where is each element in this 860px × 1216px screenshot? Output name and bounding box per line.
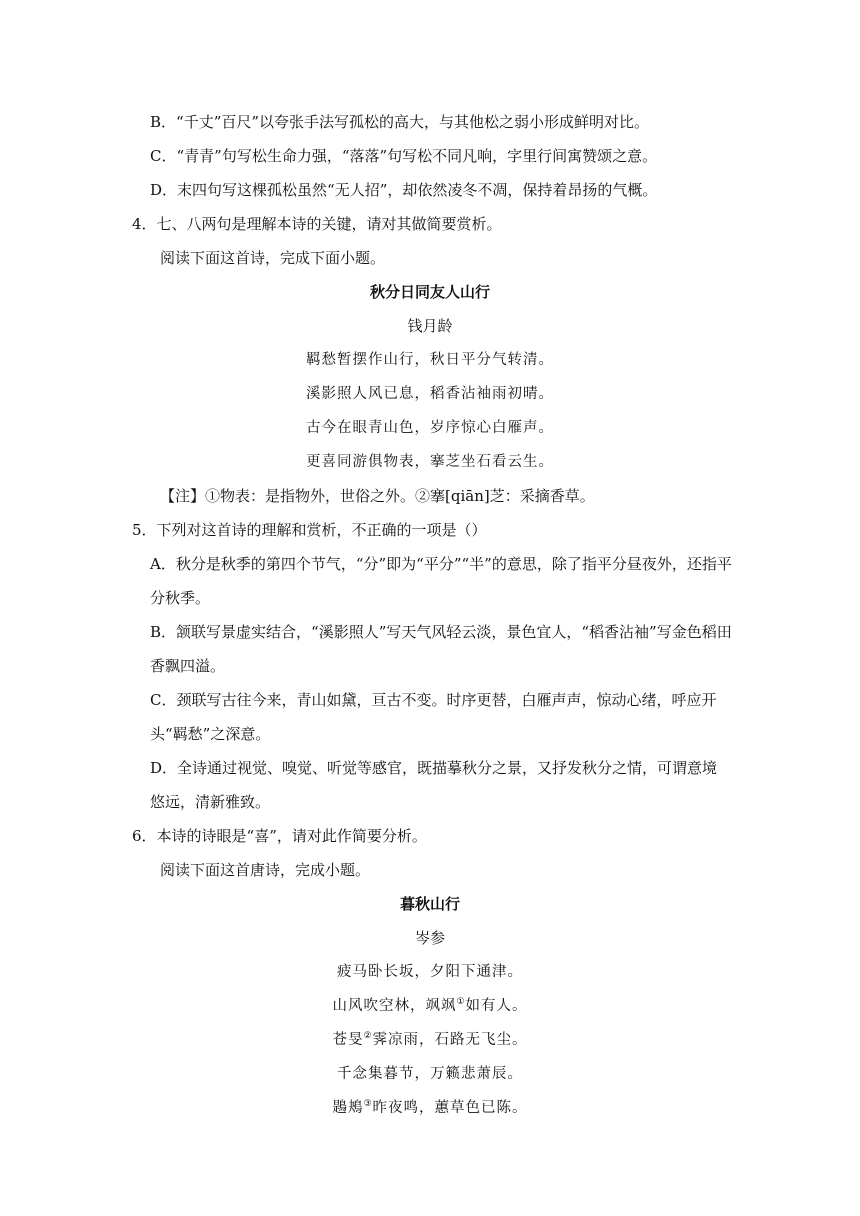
poem-line: 千念集暮节，万籁悲萧辰。	[337, 1066, 523, 1082]
poem-author: 钱月龄	[407, 317, 453, 335]
option-a-cont: 分秋季。	[150, 589, 211, 607]
poem-line: 古今在眼青山色，岁序惊心白雁声。	[306, 420, 554, 436]
reading-instruction: 阅读下面这首诗，完成下面小题。	[160, 249, 386, 267]
option-b-cont: 香飘四溢。	[150, 657, 226, 675]
poem-note: 【注】①物表：是指物外，世俗之外。②搴[qiān]芝：采摘香草。	[160, 487, 595, 505]
option-c: C．颈联写古往今来，青山如黛，亘古不变。时序更替，白雁声声，惊动心绪，呼应开	[150, 691, 717, 709]
poem-title: 暮秋山行	[399, 895, 460, 913]
poem-line: 疲马卧长坂，夕阳下通津。	[337, 964, 523, 980]
poem-line: 更喜同游俱物表，搴芝坐石看云生。	[306, 454, 554, 470]
reading-instruction: 阅读下面这首唐诗，完成小题。	[160, 861, 371, 879]
poem-author: 岑参	[414, 929, 445, 947]
option-d: D．全诗通过视觉、嗅觉、听觉等感官，既描摹秋分之景，又抒发秋分之情，可谓意境	[150, 759, 718, 777]
option-b: B．“千丈”百尺”以夸张手法写孤松的高大，与其他松之弱小形成鲜明对比。	[150, 113, 650, 131]
footnote-marker: ①	[456, 997, 466, 1008]
option-b: B．颔联写景虚实结合，“溪影照人”写天气风轻云淡，景色宜人，“稻香沾袖”写金色稻田	[150, 623, 732, 641]
option-d-cont: 悠远，清新雅致。	[150, 793, 271, 811]
poem-line: 羁愁暂摆作山行，秋日平分气转清。	[306, 352, 554, 368]
poem-line: 溪影照人风已息，稻香沾袖雨初晴。	[306, 386, 554, 402]
option-a: A．秋分是秋季的第四个节气，“分”即为“平分”“半”的意思，除了指平分昼夜外，还指平	[150, 555, 732, 573]
option-c-cont: 头“羁愁”之深意。	[150, 725, 271, 743]
option-c: C．“青青”句写松生命力强，“落落”句写松不同凡响，字里行间寓赞颂之意。	[150, 147, 658, 165]
poem-title: 秋分日同友人山行	[369, 283, 490, 301]
poem-line: 山风吹空林，飒飒①如有人。	[332, 997, 528, 1014]
question-4: 4．七、八两句是理解本诗的关键，请对其做简要赏析。	[132, 215, 502, 233]
footnote-marker: ②	[363, 1031, 373, 1042]
option-d: D．末四句写这棵孤松虽然“无人招”，却依然凌冬不凋，保持着昂扬的气概。	[150, 181, 658, 199]
question-5: 5．下列对这首诗的理解和赏析，不正确的一项是（）	[132, 521, 487, 539]
poem-line: 鶗鴂③昨夜鸣，蕙草色已陈。	[332, 1099, 528, 1116]
footnote-marker: ③	[363, 1099, 373, 1110]
poem-line: 苍旻②霁凉雨，石路无飞尘。	[332, 1031, 528, 1048]
question-6: 6．本诗的诗眼是“喜”，请对此作简要分析。	[132, 827, 427, 845]
